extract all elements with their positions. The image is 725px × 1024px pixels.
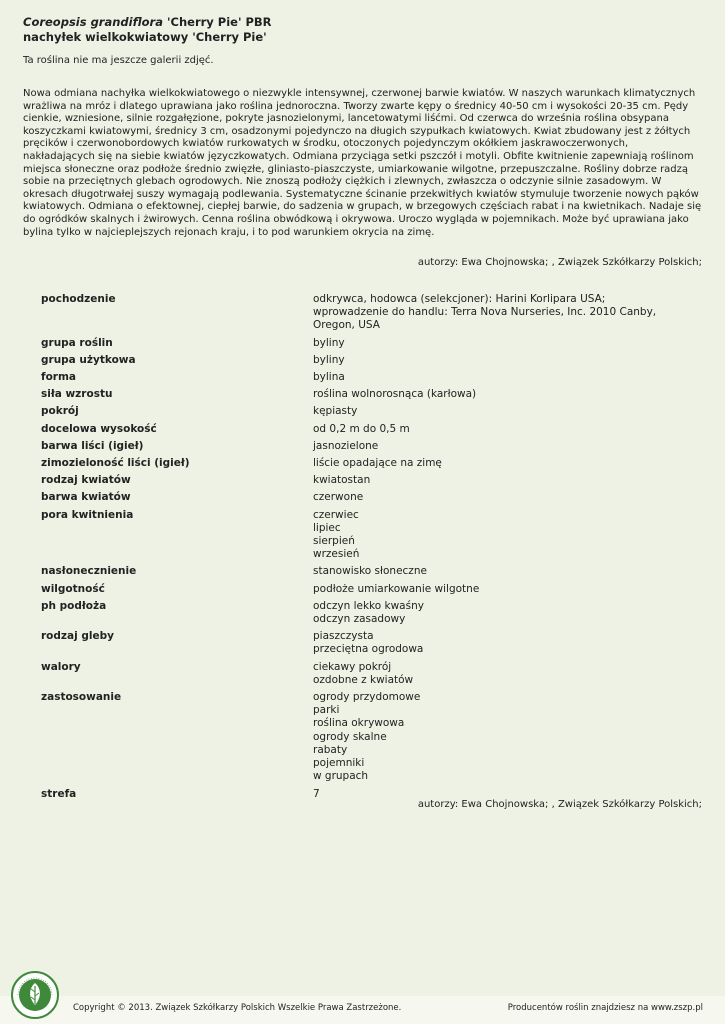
property-values bbox=[313, 661, 681, 687]
properties-table bbox=[41, 293, 681, 805]
property-values bbox=[313, 600, 681, 626]
property-value: byliny bbox=[313, 353, 345, 366]
property-key: barwa liści (igieł) bbox=[41, 439, 144, 452]
property-values bbox=[313, 337, 681, 350]
property-values bbox=[313, 388, 681, 401]
property-value: w grupach bbox=[313, 770, 369, 783]
authors-top: autorzy: Ewa Chojnowska; , Związek Szkółkarzy Polskich; bbox=[417, 257, 702, 268]
property-row bbox=[41, 491, 681, 504]
property-value: parki bbox=[313, 704, 340, 717]
property-value: podłoże umiarkowanie wilgotne bbox=[313, 582, 480, 595]
property-row bbox=[41, 661, 681, 687]
property-value: od 0,2 m do 0,5 m bbox=[313, 422, 410, 435]
plant-title-polish: nachyłek wielkokwiatowy 'Cherry Pie' bbox=[23, 30, 267, 44]
property-row bbox=[41, 565, 681, 578]
property-value: piaszczysta bbox=[313, 630, 374, 643]
property-value: 7 bbox=[313, 787, 320, 800]
property-key: wilgotność bbox=[41, 582, 105, 595]
property-key: grupa użytkowa bbox=[41, 353, 136, 366]
property-value: roślina wolnorosnąca (karłowa) bbox=[313, 388, 477, 401]
property-values bbox=[313, 583, 681, 596]
zszp-logo-icon bbox=[10, 970, 60, 1020]
property-value: sierpień bbox=[313, 535, 355, 548]
property-key: strefa bbox=[41, 787, 77, 800]
latin-name: Coreopsis grandiflora bbox=[23, 15, 163, 29]
property-key: ph podłoża bbox=[41, 599, 107, 612]
property-value: ozdobne z kwiatów bbox=[313, 673, 414, 686]
property-value: bylina bbox=[313, 371, 345, 384]
property-row bbox=[41, 474, 681, 487]
property-row bbox=[41, 293, 681, 333]
property-value: liście opadające na zimę bbox=[313, 457, 442, 470]
property-key: pokrój bbox=[41, 405, 79, 418]
property-key: zastosowanie bbox=[41, 691, 122, 704]
copyright-text: Copyright © 2013. Związek Szkółkarzy Polskich Wszelkie Prawa Zastrzeżone. bbox=[73, 1003, 402, 1013]
property-value: wrzesień bbox=[313, 548, 360, 561]
property-row bbox=[41, 405, 681, 418]
property-row bbox=[41, 457, 681, 470]
property-values bbox=[313, 293, 681, 333]
property-values bbox=[313, 509, 681, 562]
property-value: czerwone bbox=[313, 491, 364, 504]
property-value: ogrody przydomowe bbox=[313, 691, 421, 704]
property-value: ogrody skalne bbox=[313, 730, 387, 743]
property-values bbox=[313, 371, 681, 384]
property-row bbox=[41, 337, 681, 350]
property-row bbox=[41, 691, 681, 783]
cultivar-name: 'Cherry Pie' PBR bbox=[163, 15, 272, 29]
authors-bottom: autorzy: Ewa Chojnowska; , Związek Szkółkarzy Polskich; bbox=[417, 799, 702, 810]
property-key: walory bbox=[41, 660, 81, 673]
no-gallery-note: Ta roślina nie ma jeszcze galerii zdjęć. bbox=[23, 55, 214, 66]
property-row bbox=[41, 371, 681, 384]
property-value: czerwiec bbox=[313, 508, 359, 521]
property-values bbox=[313, 457, 681, 470]
property-value: odkrywca, hodowca (selekcjoner): Harini Korlipara USA; wprowadzenie do handlu: Terra Nova Nurseries, Inc. 2010 Canby, Oregon, USA bbox=[313, 293, 657, 332]
property-row bbox=[41, 583, 681, 596]
property-key: pora kwitnienia bbox=[41, 508, 134, 521]
property-value: byliny bbox=[313, 336, 345, 349]
property-values bbox=[313, 491, 681, 504]
property-key: pochodzenie bbox=[41, 293, 116, 305]
property-value: jasnozielone bbox=[313, 439, 379, 452]
producers-link[interactable]: Producentów roślin znajdziesz na www.zszp.pl bbox=[507, 1003, 703, 1013]
property-values bbox=[313, 691, 681, 783]
plant-title-latin bbox=[23, 15, 272, 29]
property-values bbox=[313, 474, 681, 487]
property-value: kępiasty bbox=[313, 405, 358, 418]
property-key: grupa roślin bbox=[41, 336, 113, 349]
property-value: pojemniki bbox=[313, 757, 365, 770]
property-values bbox=[313, 405, 681, 418]
property-row bbox=[41, 354, 681, 367]
property-key: rodzaj gleby bbox=[41, 630, 114, 643]
property-value: lipiec bbox=[313, 521, 341, 534]
property-value: odczyn lekko kwaśny bbox=[313, 599, 424, 612]
property-value: roślina okrywowa bbox=[313, 717, 405, 730]
property-key: zimozieloność liści (igieł) bbox=[41, 457, 190, 470]
property-row bbox=[41, 388, 681, 401]
property-key: siła wzrostu bbox=[41, 388, 113, 401]
property-row bbox=[41, 600, 681, 626]
property-row bbox=[41, 440, 681, 453]
property-key: barwa kwiatów bbox=[41, 491, 131, 504]
property-key: nasłonecznienie bbox=[41, 565, 137, 578]
property-values bbox=[313, 565, 681, 578]
property-value: rabaty bbox=[313, 743, 348, 756]
plant-description: Nowa odmiana nachyłka wielkokwiatowego o niezwykle intensywnej, czerwonej barwie kwiatów. W naszych warunkach klimatycznych wrażliwa na mróz i dlatego uprawiana jako roślina jednoroczna. Tworzy zwarte kępy o średnicy 40-50 cm i wysokości 20-35 cm. Pędy cienkie, wzniesione, silnie rozgałęzione, pokryte jasnozielonymi, lancetowatymi liśćmi. Od czerwca do września roślina obsypana koszyczkami kwiatowymi, średnicy 3 cm, osadzonymi pojedynczo na długich szypułkach kwiatowych. Kwiat zbudowany jest z żółtych pręcików i czerwonobordowych kwiatów rurkowatych w środku, otoczonych pojedynczym okółkiem jaskrawoczerwonych, nakładających się na siebie kwiatów języczkowatych. Odmiana przyciąga setki pszczół i motyli. Obfite kwitnienie zapewniają roślinom miejsca słoneczne oraz podłoże średnio zwięzłe, gliniasto-piaszczyste, umiarkowanie wilgotne, przepuszczalne. Rośliny dobrze radzą sobie na przeciętnych glebach ogrodowych. Nie znoszą podłoży ciężkich i zlewnych, zwłaszcza o odczynie silnie zasadowym. W okresach długotrwałej suszy wymagają podlewania. Systematyczne ścinanie przekwitłych kwiatów stymuluje tworzenie nowych pąków kwiatowych. Odmiana o efektownej, ciepłej barwie, do sadzenia w grupach, w brzegowych częściach rabat i na kwietnikach. Nadaje się do ogródków skalnych i żwirowych. Cenna roślina obwódkową i okrywowa. Uroczo wygląda w pojemnikach. Może być uprawiana jako bylina tylko w najcieplejszych rejonach kraju, i to pod warunkiem okrycia na zimę. bbox=[23, 88, 702, 238]
property-key: forma bbox=[41, 371, 76, 384]
property-value: kwiatostan bbox=[313, 474, 371, 487]
property-value: odczyn zasadowy bbox=[313, 613, 406, 626]
property-values bbox=[313, 630, 681, 656]
property-key: rodzaj kwiatów bbox=[41, 474, 131, 487]
property-values bbox=[313, 440, 681, 453]
property-values bbox=[313, 423, 681, 436]
property-row bbox=[41, 630, 681, 656]
property-value: ciekawy pokrój bbox=[313, 660, 392, 673]
property-values bbox=[313, 354, 681, 367]
property-value: przeciętna ogrodowa bbox=[313, 643, 424, 656]
property-key: docelowa wysokość bbox=[41, 422, 157, 435]
property-row bbox=[41, 423, 681, 436]
property-row bbox=[41, 509, 681, 562]
property-value: stanowisko słoneczne bbox=[313, 565, 427, 578]
